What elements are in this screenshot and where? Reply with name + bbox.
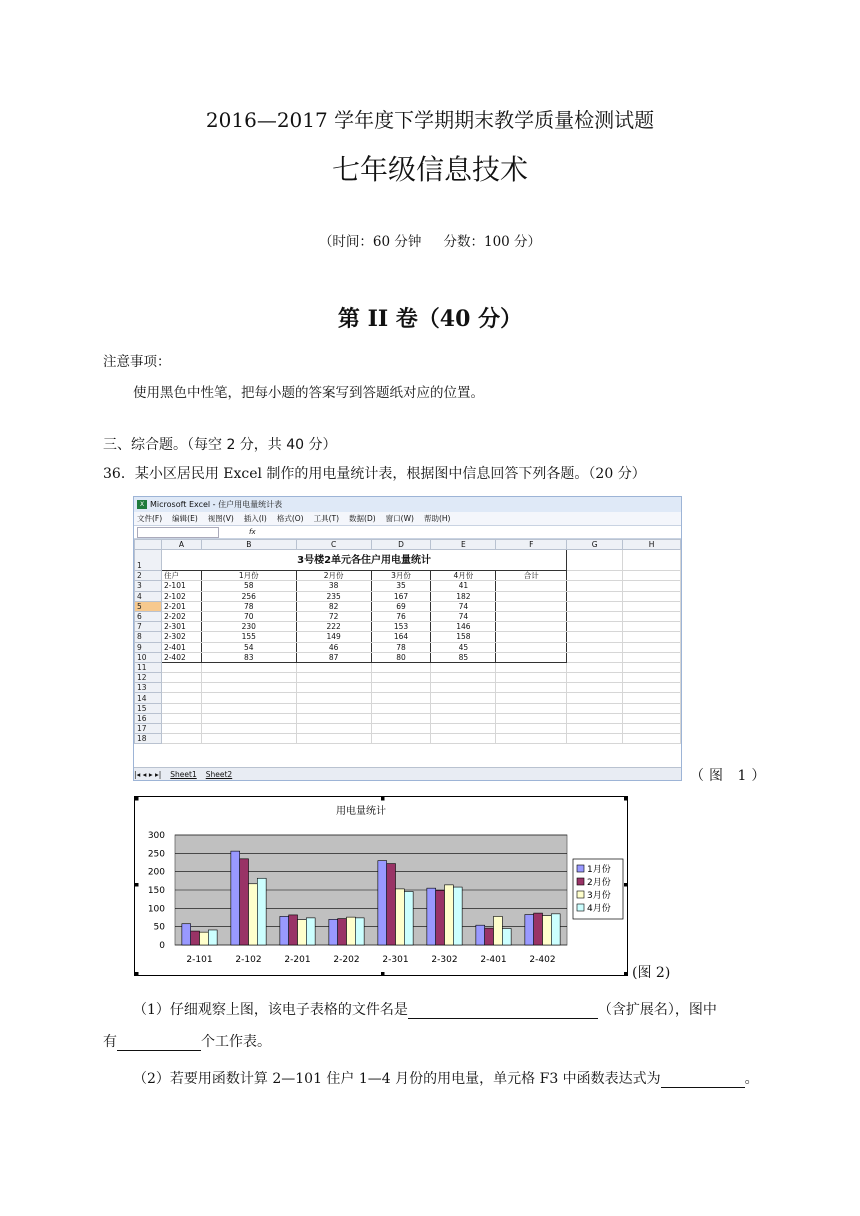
answer-blank-function[interactable] [661,1073,745,1088]
cell[interactable]: 合计 [496,571,567,581]
cell[interactable]: 167 [371,591,431,601]
cell[interactable] [496,703,567,713]
bar [502,929,511,946]
cell[interactable]: 2月份 [296,571,371,581]
selection-handle [135,972,139,975]
bar [355,918,364,945]
volume-heading: 第 II 卷（40 分） [337,306,523,332]
selection-handle [624,883,627,887]
notes-heading: 注意事项： [103,354,171,370]
legend-label: 3月份 [587,891,611,901]
bar [182,924,191,945]
cell[interactable]: 76 [371,611,431,621]
cell[interactable] [623,591,681,601]
cell[interactable] [567,581,623,591]
bar [231,851,240,945]
table-row [135,734,681,744]
cell[interactable] [161,713,201,723]
cell[interactable]: 256 [201,591,296,601]
cell[interactable] [567,652,623,662]
q1-text-d: 个工作表。 [201,1034,271,1050]
subject-title: 七年级信息技术 [331,153,528,186]
cell[interactable] [371,673,431,683]
table-row [135,601,681,611]
legend-label: 1月份 [587,865,611,875]
cell[interactable]: 45 [431,642,496,652]
cell[interactable] [431,662,496,672]
x-tick-label: 2-401 [480,955,507,965]
row-header[interactable]: 7 [135,622,162,632]
table-row [135,611,681,621]
bar [396,889,405,945]
cell[interactable] [296,713,371,723]
row-header[interactable]: 3 [135,581,162,591]
row-header[interactable]: 18 [135,734,162,744]
cell[interactable]: 222 [296,622,371,632]
cell[interactable] [623,734,681,744]
cell[interactable] [567,601,623,611]
x-tick-label: 2-402 [529,955,556,965]
cell[interactable] [161,693,201,703]
selection-handle [135,883,139,887]
menu-tools[interactable]: 工具(T) [313,514,340,523]
table-row [135,571,681,581]
select-all-corner[interactable] [135,540,162,550]
cell[interactable] [496,611,567,621]
cell[interactable]: 2-101 [161,581,201,591]
bar [445,885,454,945]
cell[interactable]: 2-302 [161,632,201,642]
table-row [135,622,681,632]
question-36: 36．某小区居民用 Excel 制作的用电量统计表，根据图中信息回答下列各题。（20 分） [103,466,646,482]
bar [306,918,315,945]
menu-file[interactable]: 文件(F) [137,514,163,523]
table-row [135,693,681,703]
cell[interactable] [567,632,623,642]
cell[interactable] [431,734,496,744]
cell[interactable]: 74 [431,601,496,611]
cell[interactable] [496,652,567,662]
row-header[interactable]: 9 [135,642,162,652]
cell[interactable]: 54 [201,642,296,652]
cell[interactable] [567,713,623,723]
menu-format[interactable]: 格式(O) [276,514,304,523]
cell[interactable] [496,591,567,601]
cell[interactable] [431,724,496,734]
cell[interactable] [496,693,567,703]
cell[interactable]: 78 [201,601,296,611]
bar [329,919,338,945]
row-header[interactable]: 2 [135,571,162,581]
cell[interactable]: 2-102 [161,591,201,601]
bar [249,884,258,945]
cell[interactable]: 82 [296,601,371,611]
cell[interactable] [161,683,201,693]
cell[interactable] [201,713,296,723]
cell[interactable] [161,734,201,744]
row-header[interactable]: 13 [135,683,162,693]
cell[interactable]: 80 [371,652,431,662]
y-tick-label: 300 [147,831,165,841]
cell[interactable]: 4月份 [431,571,496,581]
cell[interactable] [296,693,371,703]
col-header[interactable]: C [296,540,371,550]
bar [436,890,445,945]
cell[interactable] [161,724,201,734]
figure-1-label: （图 1） [690,768,771,784]
cell[interactable]: 146 [431,622,496,632]
cell[interactable]: 1月份 [201,571,296,581]
cell[interactable] [201,703,296,713]
selection-handle [381,797,385,801]
cell[interactable]: 235 [296,591,371,601]
bar [298,920,307,945]
cell[interactable] [371,724,431,734]
question-1-line1 [133,999,717,1019]
exam-title: 2016—2017 学年度下学期期末教学质量检测试题 [205,108,655,132]
y-tick-label: 200 [147,867,165,878]
bar [240,859,249,945]
cell[interactable] [371,713,431,723]
sheet-tab-sheet2[interactable]: Sheet2 [205,769,233,779]
menu-data[interactable]: 数据(D) [349,514,376,523]
bar [551,914,560,945]
bar [534,913,543,945]
name-box[interactable] [137,527,219,538]
answer-blank-filename[interactable] [408,1004,598,1019]
selection-handle [624,797,627,801]
col-header[interactable]: H [623,540,681,550]
legend-swatch [577,878,584,885]
q1-text-b: （含扩展名），图中 [597,1002,717,1018]
cell[interactable] [201,683,296,693]
row-header[interactable]: 17 [135,724,162,734]
cell[interactable]: 46 [296,642,371,652]
row-header[interactable]: 16 [135,713,162,723]
x-tick-label: 2-302 [431,955,458,965]
row-header[interactable]: 6 [135,611,162,621]
y-tick-label: 50 [153,922,165,933]
cell[interactable]: 72 [296,611,371,621]
row-header[interactable]: 15 [135,703,162,713]
cell[interactable]: 2-202 [161,611,201,621]
table-row [135,550,681,571]
question-2-line [133,1068,759,1088]
bar [476,925,485,945]
cell[interactable]: 74 [431,611,496,621]
x-tick-label: 2-301 [382,955,409,965]
table-row [135,642,681,652]
col-header[interactable]: D [371,540,431,550]
cell[interactable] [623,601,681,611]
x-tick-label: 2-201 [284,955,311,965]
cell[interactable] [296,703,371,713]
legend-swatch [577,865,584,872]
cell[interactable] [623,622,681,632]
selection-handle [624,972,627,975]
menu-help[interactable]: 帮助(H) [423,514,451,523]
cell[interactable] [431,693,496,703]
cell[interactable] [567,673,623,683]
column-header-row [135,540,681,550]
cell[interactable] [496,642,567,652]
q2-text-b: 。 [744,1071,759,1087]
excel-menu-bar [134,512,681,526]
row-header[interactable]: 10 [135,652,162,662]
cell[interactable]: 83 [201,652,296,662]
chart-container [134,796,628,976]
cell[interactable]: 2-301 [161,622,201,632]
menu-view[interactable]: 视图(V) [207,514,234,523]
cell[interactable] [161,673,201,683]
bar [378,861,387,945]
cell[interactable] [496,601,567,611]
col-header[interactable]: F [496,540,567,550]
cell[interactable]: 155 [201,632,296,642]
cell[interactable] [567,693,623,703]
bar [280,916,289,945]
table-row [135,652,681,662]
legend-swatch [577,891,584,898]
table-row [135,662,681,672]
selection-handle [381,972,385,975]
bar [485,928,494,945]
row-header[interactable]: 4 [135,591,162,601]
cell[interactable] [296,662,371,672]
bar [289,915,298,945]
cell[interactable]: 182 [431,591,496,601]
legend-label: 4月份 [587,904,611,914]
cell[interactable] [567,591,623,601]
cell[interactable] [371,662,431,672]
notes-body: 使用黑色中性笔，把每小题的答案写到答题纸对应的位置。 [133,385,484,401]
cell[interactable] [623,693,681,703]
bar [338,919,347,945]
cell[interactable]: 58 [201,581,296,591]
formula-bar [134,526,681,539]
cell[interactable] [567,734,623,744]
cell[interactable] [161,662,201,672]
bar [347,917,356,945]
question-1-line2 [103,1031,271,1051]
y-tick-label: 100 [147,904,165,915]
cell[interactable] [296,673,371,683]
cell[interactable] [431,713,496,723]
q2-text-a: （2）若要用函数计算 2—101 住户 1—4 月份的用电量，单元格 F3 中函数表达式为 [133,1071,661,1087]
cell[interactable] [567,724,623,734]
menu-window[interactable]: 窗口(W) [385,514,414,523]
cell[interactable] [623,642,681,652]
cell[interactable] [496,683,567,693]
cell[interactable]: 2-201 [161,601,201,611]
menu-insert[interactable]: 插入(I) [243,514,267,523]
cell[interactable]: 住户 [161,571,201,581]
sheet-tab-sheet1[interactable]: Sheet1 [170,769,197,779]
cell[interactable] [161,703,201,713]
row-header[interactable]: 11 [135,662,162,672]
cell[interactable]: 3月份 [371,571,431,581]
row-header-selected[interactable]: 5 [135,601,162,611]
cell[interactable] [371,683,431,693]
cell[interactable] [567,703,623,713]
bar [453,887,462,945]
cell[interactable] [496,622,567,632]
table-row [135,581,681,591]
cell[interactable] [431,673,496,683]
fx-icon: fx [249,528,256,536]
x-tick-label: 2-202 [333,955,360,965]
cell[interactable] [623,611,681,621]
cell[interactable]: 149 [296,632,371,642]
cell[interactable] [623,683,681,693]
figure-2-label: (图 2) [632,965,671,981]
bar [387,864,396,945]
bar [200,932,209,945]
cell[interactable] [623,632,681,642]
cell[interactable]: 78 [371,642,431,652]
table-row [135,683,681,693]
cell[interactable] [623,703,681,713]
answer-blank-sheet-count[interactable] [117,1036,201,1051]
table-row [135,713,681,723]
excel-title-bar [134,497,681,512]
cell[interactable]: 2-401 [161,642,201,652]
table-row [135,673,681,683]
cell[interactable] [623,581,681,591]
cell[interactable]: 2-402 [161,652,201,662]
q1-text-a: （1）仔细观察上图，该电子表格的文件名是 [133,1002,408,1018]
x-tick-label: 2-102 [235,955,262,965]
cell[interactable] [371,703,431,713]
cell[interactable] [296,724,371,734]
cell[interactable] [296,683,371,693]
bar [191,931,200,945]
x-tick-label: 2-101 [186,955,213,965]
bar [525,915,534,945]
excel-window-title: Microsoft Excel - 住户用电量统计表 [150,500,283,509]
selection-handle [135,797,139,801]
col-header[interactable]: G [567,540,623,550]
time-score-line: （时间：60 分钟 分数：100 分） [318,234,542,250]
cell[interactable]: 230 [201,622,296,632]
cell[interactable] [496,632,567,642]
cell[interactable] [201,724,296,734]
cell[interactable] [623,724,681,734]
excel-icon: X [137,500,147,509]
cell[interactable] [567,622,623,632]
cell[interactable] [567,662,623,672]
col-header[interactable]: B [201,540,296,550]
cell[interactable] [496,724,567,734]
cell[interactable]: 164 [371,632,431,642]
col-header[interactable]: A [161,540,201,550]
cell[interactable]: 158 [431,632,496,642]
cell[interactable] [201,734,296,744]
legend-label: 2月份 [587,878,611,888]
legend-swatch [577,904,584,911]
cell[interactable] [431,703,496,713]
cell[interactable] [567,550,623,571]
table-row [135,591,681,601]
chart-title: 用电量统计 [336,806,386,817]
row-header[interactable]: 12 [135,673,162,683]
cell[interactable] [567,571,623,581]
bar [208,930,217,945]
column-chart [135,797,627,975]
cell[interactable]: 41 [431,581,496,591]
y-tick-label: 0 [159,941,165,951]
cell[interactable] [496,581,567,591]
cell[interactable] [201,673,296,683]
cell[interactable] [623,571,681,581]
sheet-table-title[interactable]: 3号楼2单元各住户用电量统计 [161,550,566,571]
table-row [135,632,681,642]
table-row [135,703,681,713]
row-header[interactable]: 1 [135,550,162,571]
cell[interactable]: 70 [201,611,296,621]
cell[interactable] [431,683,496,693]
bar [404,891,413,945]
cell[interactable] [496,673,567,683]
section-heading: 三、综合题。（每空 2 分，共 40 分） [103,437,337,453]
cell[interactable] [496,713,567,723]
cell[interactable] [567,611,623,621]
cell[interactable]: 87 [296,652,371,662]
bar [257,878,266,945]
excel-window [133,496,682,781]
cell[interactable] [296,734,371,744]
cell[interactable] [201,693,296,703]
row-header[interactable]: 14 [135,693,162,703]
cell[interactable] [623,713,681,723]
cell[interactable] [201,662,296,672]
y-tick-label: 150 [147,886,165,896]
cell[interactable]: 153 [371,622,431,632]
bar [543,916,552,945]
row-header[interactable]: 8 [135,632,162,642]
cell[interactable] [623,662,681,672]
cell[interactable] [623,550,681,571]
sheet-tab-bar [134,767,681,780]
q1-text-c: 有 [103,1034,117,1050]
table-row [135,724,681,734]
cell[interactable] [623,652,681,662]
cell[interactable]: 69 [371,601,431,611]
cell[interactable] [623,673,681,683]
cell[interactable] [567,683,623,693]
bar [427,888,436,945]
col-header[interactable]: E [431,540,496,550]
bar [494,916,503,945]
cell[interactable]: 38 [296,581,371,591]
spreadsheet-grid [134,539,681,744]
cell[interactable] [567,642,623,652]
cell[interactable]: 85 [431,652,496,662]
menu-edit[interactable]: 编辑(E) [172,514,198,523]
cell[interactable] [496,662,567,672]
cell[interactable] [371,693,431,703]
cell[interactable] [371,734,431,744]
cell[interactable] [496,734,567,744]
cell[interactable]: 35 [371,581,431,591]
sheet-nav-buttons[interactable]: |◂ ◂ ▸ ▸| [134,769,162,779]
y-tick-label: 250 [147,849,165,860]
